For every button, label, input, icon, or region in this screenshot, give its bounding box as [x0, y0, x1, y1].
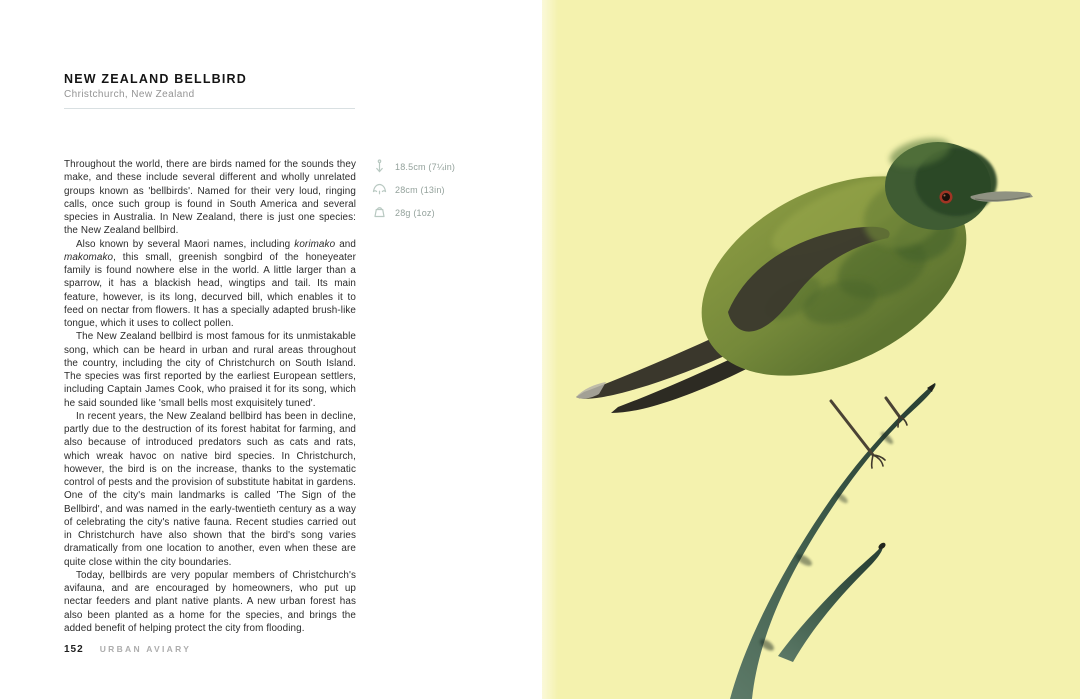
paragraph-5	[64, 569, 356, 635]
paragraph-1	[64, 158, 356, 238]
paragraph-2	[64, 238, 356, 331]
book-section-title: URBAN AVIARY	[99, 644, 192, 654]
maori-name-makomako: makomako	[64, 251, 114, 263]
bellbird-illustration	[542, 0, 1080, 699]
wingspan-value: 28cm (13in)	[395, 184, 445, 195]
branch	[730, 383, 936, 699]
paragraph-5-text: Today, bellbirds are very popular members of Christchurch's avifauna, and are encouraged by homeowners, who put up nectar feeders and plant native plants. A new urban forest has also been planted as a home for the species, and brings the added benefit of helping protect the city from flooding.	[64, 569, 356, 634]
stat-length	[372, 159, 455, 174]
wingspan-icon	[372, 182, 387, 197]
paragraph-2-text: , this small, greenish songbird of the honeyeater family is found nowhere else in the world. A little larger than a sparrow, it has a blackish head, wingtips and tail. Its main feature, however, is its long, decurved bill, which enables it to feed on nectar from flowers. It has a specially adapted brush-like tongue, which it uses to collect pollen.	[64, 251, 356, 329]
bird-measurements	[372, 159, 455, 228]
page-subtitle: Christchurch, New Zealand	[64, 89, 195, 100]
maori-name-korimako: korimako	[294, 238, 336, 250]
weight-value: 28g (1oz)	[395, 207, 435, 218]
paragraph-3-text: The New Zealand bellbird is most famous for its unmistakable song, which can be heard in urban and rural areas throughout the country, including the city of Christchurch on South Island. The species was first reported by the earliest European settlers, including Captain James Cook, who praised it for its song, which he said sounded like 'small bells most exquisitely tuned'.	[64, 331, 356, 409]
paragraph-4-text: In recent years, the New Zealand bellbird has been in decline, partly due to the destruction of its forest habitat for farming, and also because of introduced predators such as cats and rats, which wreak havoc on native bird species. In Christchurch, however, the bird is on the increase, thanks to the systematic control of pests and the provision of substitute habitat in gardens. One of the city's main landmarks is called 'The Sign of the Bellbird', and was named in the early-twentieth century as a way of celebrating the city's native fauna. Recent studies carried out in Christchurch have also shown that the bird's song varies dramatically from one location to another, even when these are quite close within the city boundaries.	[64, 410, 356, 568]
page-title: NEW ZEALAND BELLBIRD	[64, 72, 248, 86]
title-divider	[64, 108, 355, 109]
page-footer	[64, 644, 191, 655]
right-page	[542, 0, 1080, 699]
length-icon	[372, 159, 387, 174]
paragraph-2-text: Also known by several Maori names, including	[76, 238, 295, 250]
bird-legs	[831, 398, 907, 468]
length-value: 18.5cm (7¼in)	[395, 161, 456, 172]
weight-icon	[372, 205, 387, 220]
paragraph-2-text: and	[335, 238, 356, 250]
stat-weight	[372, 205, 455, 220]
page-number: 152	[64, 644, 84, 655]
paragraph-3	[64, 330, 356, 410]
stat-wingspan	[372, 182, 455, 197]
article-body	[64, 158, 356, 635]
bird-eye	[940, 191, 953, 204]
paragraph-4	[64, 410, 356, 569]
paragraph-1-text: Throughout the world, there are birds named for the sounds they make, and these include several different and wholly unrelated groups known as 'bellbirds'. Named for their very loud, ringing calls, once such group is found in South America and several species in Australia. In New Zealand, there is just one species: the New Zealand bellbird.	[64, 159, 356, 237]
